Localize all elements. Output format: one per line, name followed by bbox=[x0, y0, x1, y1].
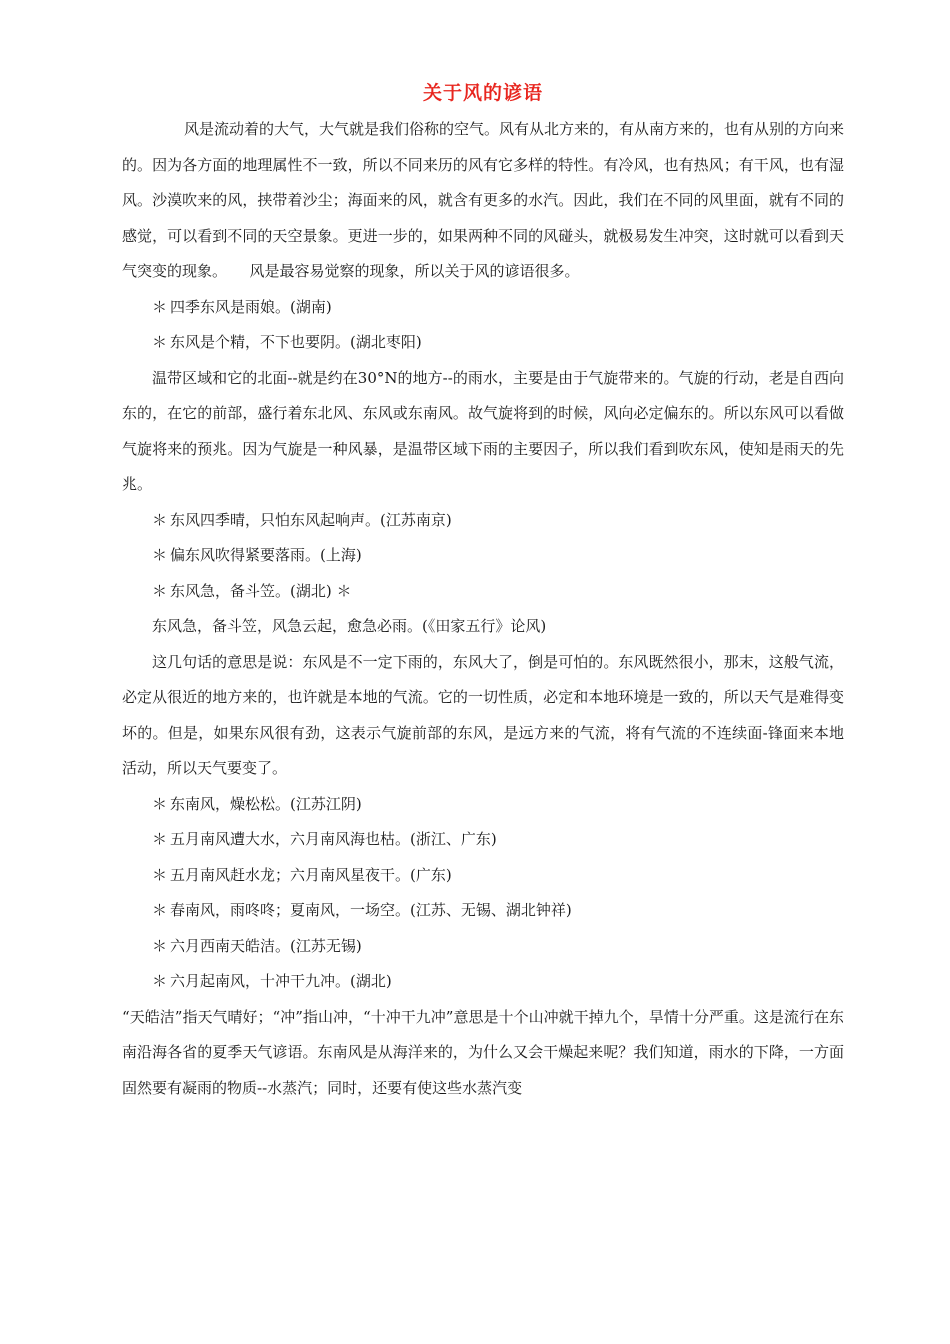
bullet-star: ＊ bbox=[152, 794, 168, 813]
bullet-star: ＊ bbox=[152, 830, 168, 848]
proverb-item bbox=[122, 503, 844, 539]
bullet-star: ＊ bbox=[152, 865, 168, 884]
bullet-star: ＊ bbox=[152, 901, 168, 919]
proverb-text: 东风急，备斗笠。(湖北) ＊ bbox=[170, 581, 352, 600]
proverb-item bbox=[122, 787, 844, 823]
bullet-star: ＊ bbox=[152, 510, 168, 529]
explanation-paragraph: 温带区域和它的北面--就是约在30°N的地方--的雨水，主要是由于气旋带来的。气旋的行动，老是自西向东的，在它的前部，盛行着东北风、东风或东南风。故气旋将到的时候，风向必定偏东的。所以东风可以看做气旋将来的预兆。因为气旋是一种风暴，是温带区域下雨的主要因子，所以我们看到吹东风，使知是雨天的先兆。 bbox=[122, 368, 844, 493]
bullet-star: ＊ bbox=[152, 297, 168, 316]
proverb-text: 偏东风吹得紧要落雨。(上海) bbox=[170, 546, 362, 564]
proverb-item bbox=[122, 822, 844, 858]
proverb-item bbox=[122, 290, 844, 326]
proverb-text: 春南风，雨咚咚；夏南风，一场空。(江苏、无锡、湖北钟祥) bbox=[170, 901, 572, 919]
proverb-quote bbox=[122, 609, 844, 645]
proverb-text: 东风是个精，不下也要阴。(湖北枣阳) bbox=[170, 333, 422, 351]
document-title: 关于风的谚语 bbox=[422, 82, 543, 104]
bullet-star: ＊ bbox=[152, 581, 168, 600]
bullet-star: ＊ bbox=[152, 936, 168, 955]
proverb-item bbox=[122, 929, 844, 965]
proverb-text: 五月南风赶水龙；六月南风星夜干。(广东) bbox=[170, 865, 452, 884]
proverb-item bbox=[122, 574, 844, 610]
bullet-star: ＊ bbox=[152, 333, 168, 351]
explanation-paragraph: 这几句话的意思是说：东风是不一定下雨的，东风大了，倒是可怕的。东风既然很小，那末，这般气流，必定从很近的地方来的，也许就是本地的气流。它的一切性质，必定和本地环境是一致的，所以天气是难得变坏的。但是，如果东风很有劲，这表示气旋前部的东风，是远方来的气流，将有气流的不连续面-锋面来本地活动，所以天气要变了。 bbox=[122, 652, 844, 777]
proverb-item bbox=[122, 964, 844, 1000]
proverb-text: 四季东风是雨娘。(湖南) bbox=[170, 297, 332, 316]
intro-paragraph: 风是流动着的大气，大气就是我们俗称的空气。风有从北方来的，有从南方来的，也有从别的方向来的。因为各方面的地理属性不一致，所以不同来历的风有它多样的特性。有冷风，也有热风；有干风，也有湿风。沙漠吹来的风，挟带着沙尘；海面来的风，就含有更多的水汽。因此，我们在不同的风里面，就有不同的感觉，可以看到不同的天空景象。更进一步的，如果两种不同的风碰头，就极易发生冲突，这时就可以看到天气突变的现象。 风是最容易觉察的现象，所以关于风的谚语很多。 bbox=[122, 120, 845, 280]
document-page bbox=[122, 78, 844, 1106]
proverb-text: 东风急，备斗笠，风急云起，愈急必雨。(《田家五行》论风) bbox=[152, 617, 547, 635]
proverb-item bbox=[122, 538, 844, 574]
proverb-item bbox=[122, 325, 844, 361]
proverb-text: 六月西南天皓洁。(江苏无锡) bbox=[170, 936, 362, 955]
explanation-paragraph: “天皓洁”指天气晴好；“冲”指山冲，“十冲干九冲”意思是十个山冲就干掉九个，旱情十分严重。这是流行在东南沿海各省的夏季天气谚语。东南风是从海洋来的，为什么又会干燥起来呢？我们知道，雨水的下降，一方面固然要有凝雨的物质--水蒸汽；同时，还要有使这些水蒸汽变 bbox=[122, 1007, 844, 1097]
proverb-text: 五月南风遭大水，六月南风海也枯。(浙江、广东) bbox=[170, 830, 497, 848]
proverb-text: 六月起南风，十冲干九冲。(湖北) bbox=[170, 972, 392, 990]
bullet-star: ＊ bbox=[152, 972, 168, 990]
proverb-item bbox=[122, 893, 844, 929]
bullet-star: ＊ bbox=[152, 546, 168, 564]
proverb-text: 东风四季晴，只怕东风起响声。(江苏南京) bbox=[170, 510, 452, 529]
proverb-text: 东南风，燥松松。(江苏江阴) bbox=[170, 794, 362, 813]
proverb-item bbox=[122, 858, 844, 894]
